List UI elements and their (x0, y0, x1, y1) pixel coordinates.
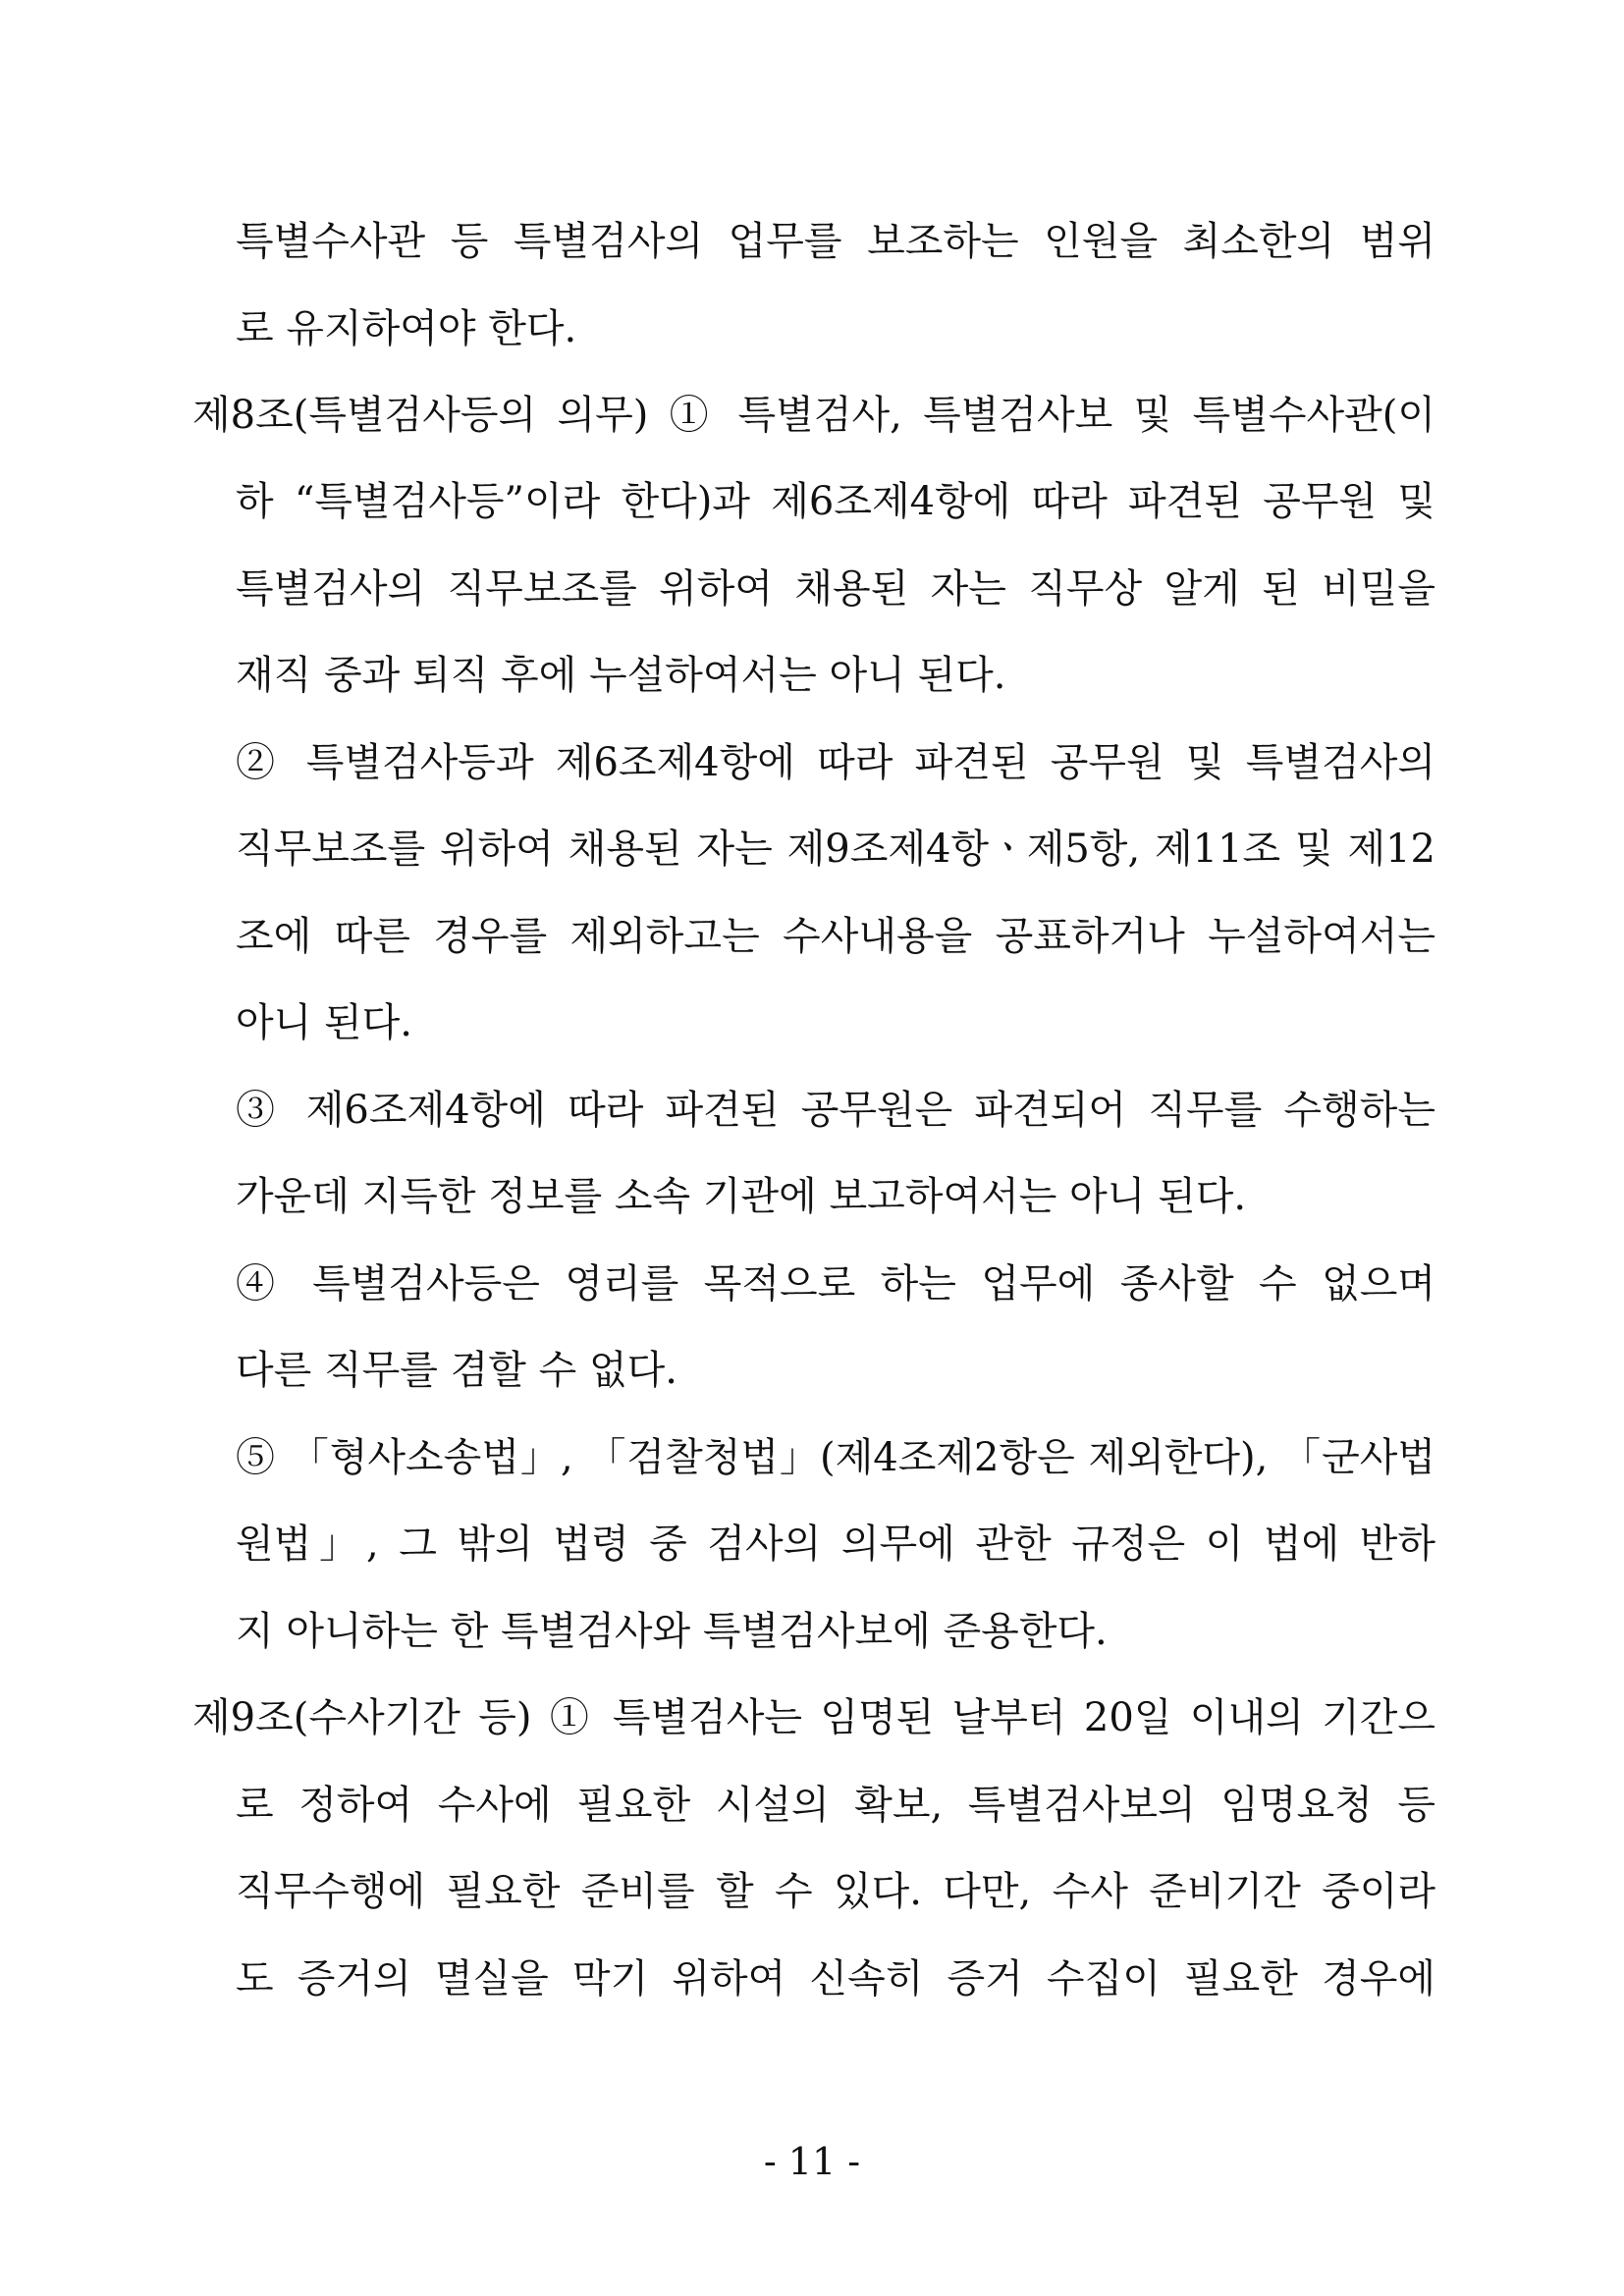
paragraph-5-line: ⑤ 「형사소송법」, 「검찰청법」(제4조제2항은 제외한다), 「군사법 (236, 1435, 1435, 1480)
article-9-heading-line: 제9조(수사기간 등) ① 특별검사는 임명된 날부터 20일 이내의 기간으 (192, 1695, 1435, 1740)
body-line: 로 유지하여야 한다. (236, 306, 577, 351)
body-line: 지 아니하는 한 특별검사와 특별검사보에 준용한다. (236, 1609, 1108, 1654)
body-line: 조에 따른 경우를 제외하고는 수사내용을 공표하거나 누설하여서는 (236, 914, 1435, 959)
body-line: 재직 중과 퇴직 후에 누설하여서는 아니 된다. (236, 653, 1006, 698)
body-line: 로 정하여 수사에 필요한 시설의 확보, 특별검사보의 임명요청 등 (236, 1783, 1435, 1828)
article-8-heading-line: 제8조(특별검사등의 의무) ① 특별검사, 특별검사보 및 특별수사관(이 (192, 393, 1435, 438)
body-line: 직무보조를 위하여 채용된 자는 제9조제4항ㆍ제5항, 제11조 및 제12 (236, 827, 1435, 872)
body-line: 특별검사의 직무보조를 위하여 채용된 자는 직무상 알게 된 비밀을 (236, 566, 1435, 612)
body-line: 도 증거의 멸실을 막기 위하여 신속히 증거 수집이 필요한 경우에 (236, 1956, 1435, 2002)
body-line: 원법」, 그 밖의 법령 중 검사의 의무에 관한 규정은 이 법에 반하 (236, 1522, 1435, 1567)
paragraph-3-line: ③ 제6조제4항에 따라 파견된 공무원은 파견되어 직무를 수행하는 (236, 1088, 1435, 1133)
page-number: - 11 - (763, 2140, 861, 2183)
body-line: 다른 직무를 겸할 수 없다. (236, 1348, 677, 1393)
body-line: 직무수행에 필요한 준비를 할 수 있다. 다만, 수사 준비기간 중이라 (236, 1869, 1435, 1914)
paragraph-2-line: ② 특별검사등과 제6조제4항에 따라 파견된 공무원 및 특별검사의 (236, 740, 1435, 785)
body-line: 특별수사관 등 특별검사의 업무를 보조하는 인원을 최소한의 범위 (236, 219, 1435, 264)
body-line: 아니 된다. (236, 1000, 412, 1045)
body-line: 가운데 지득한 정보를 소속 기관에 보고하여서는 아니 된다. (236, 1174, 1247, 1219)
body-line: 하 “특별검사등”이라 한다)과 제6조제4항에 따라 파견된 공무원 및 (236, 479, 1435, 524)
paragraph-4-line: ④ 특별검사등은 영리를 목적으로 하는 업무에 종사할 수 없으며 (236, 1261, 1435, 1307)
